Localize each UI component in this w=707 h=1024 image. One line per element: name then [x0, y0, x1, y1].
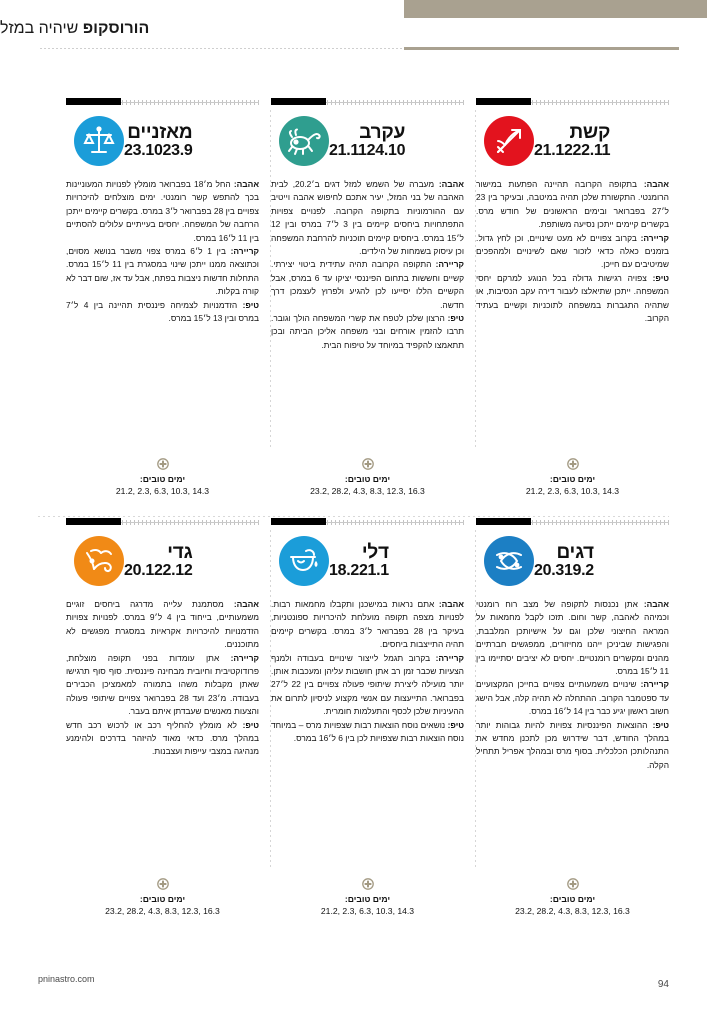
career-paragraph [66, 652, 259, 719]
love-text: אתם נראות במישכנן ותקבלו מחמאות רבות. לפנויות מצפה תקופה מועלחת להיכרויות ספונטניות, בעיקר בין 28 בפברואר ל׳3 במרס. בקשרים קיימים תהיה התייצבות ביחסים. [271, 599, 464, 650]
career-label: קריירה: [230, 652, 260, 663]
ruler-black-bar [66, 518, 121, 525]
aquarius-icon [279, 536, 329, 586]
sign-body-text [271, 178, 464, 352]
zodiac-card-capricorn [66, 516, 259, 916]
good-days-dates: 21.2, 2.3, 6.3, 10.3, 14.3 [115, 486, 210, 496]
love-paragraph [476, 598, 669, 678]
tip-paragraph [66, 719, 259, 759]
tip-paragraph [66, 299, 259, 326]
zodiac-card-pisces [476, 516, 669, 916]
good-days-block [66, 878, 259, 916]
good-days-marker-icon [567, 458, 579, 470]
sign-header [66, 114, 259, 168]
sign-name: מאזניים [127, 122, 193, 144]
page-title-rest: שיהיה במזל [0, 20, 83, 37]
tip-text: ההוצאות הפיננסיות צפויות להיות גבוהות יותר במהלך החודש, דבר שידרוש מכן לתכנן מחדש את התנהלותכן הכלכלית. בסוף מרס ובמהלך אפריל תתחיל הקלה. [476, 719, 669, 770]
sign-title-block [124, 543, 192, 579]
tip-label: טיפ: [447, 719, 464, 730]
sign-header [476, 534, 669, 588]
sign-title-block [534, 123, 610, 159]
good-days-dates: 21.2, 2.3, 6.3, 10.3, 14.3 [525, 486, 620, 496]
column-divider [270, 110, 271, 450]
good-days-block [476, 458, 669, 496]
sign-dates: 23.1023.9 [124, 141, 193, 159]
row-divider [38, 516, 669, 517]
ruler-black-bar [271, 518, 326, 525]
love-paragraph [66, 598, 259, 652]
career-text: בקרוב צפויים לא מעט שינויים, וכן לחץ גדול. בזמנים כאלה כדאי לזכור שאם לשינויים ולמהפכים שמיטיבים עם חייכן. [476, 232, 669, 270]
good-days-block [271, 458, 464, 496]
tip-label: טיפ: [447, 313, 464, 324]
love-text: מעברה של השמש למזל דגים ב׳20.2, לבית האהבה של בני המזל, יעיר אתכם לחיפוש אהבה וייטיב עם ההורמוניות בתקופה הקרובה. לפנויים צפויות התפתחויות ביחסים קיימים בין 3 ל׳7 במרס ובין 12 ל׳15 במרס. ביחסים קיימים תוכניות להרחבת המשפחה וכן עיסוק בשמחות של הילדים. [271, 179, 464, 257]
career-label: קריירה: [640, 679, 670, 690]
card-ruler [476, 516, 669, 525]
card-ruler [66, 516, 259, 525]
good-days-dates: 21.2, 2.3, 6.3, 10.3, 14.3 [320, 906, 415, 916]
sign-title-block [329, 543, 389, 579]
capricorn-icon [74, 536, 124, 586]
header-rule [404, 47, 679, 50]
column-divider [475, 530, 476, 870]
ruler-black-bar [476, 98, 531, 105]
tip-paragraph [271, 719, 464, 746]
good-days-marker-icon [157, 458, 169, 470]
zodiac-row [0, 96, 707, 516]
career-label: קריירה: [640, 232, 669, 243]
header-dotted-rule [40, 48, 402, 49]
tip-text: צפויה רגישות גדולה בכל הנוגע למרקם יחסי המשפחה. ייתכן שתיאלצו לעבור דירה עקב הנסיבות, או שתהיה התגברות במשפחה לתוכניות וקשיים בעתיד הקרוב. [476, 272, 669, 324]
zodiac-card-sagittarius [476, 96, 669, 496]
love-text: אתן נכנסות לתקופה של מצב רוח רומנטי וכמיהה לאהבה, קשר וחום. תזכו לקבל מחמאות על המראה החיצוני שלכן וגם על אישיותכן המלבבת, והפגישות שביניכן ייהנו מחיזורים, ממפגשים חברתיים מהנים ומקשרים רומנטיים. יחסים לא יציבים יסתיימו בין 11 ל׳15 במרס. [476, 599, 669, 677]
good-days-dates: 23.2, 28.2, 4.3, 8.3, 12.3, 16.3 [105, 906, 220, 916]
career-label: קריירה: [435, 652, 464, 663]
sign-title-block [329, 123, 405, 159]
love-text: מסתמנת עלייה מדרגה ביחסים זוגיים משמעותיים, בייחוד בין 4 ל׳9 במרס. לפנויות צפויות הזדמנויות להיכרויות אקראיות במסגרת מפגשים לא מתוכננים. [66, 599, 259, 650]
page-title [0, 20, 679, 38]
good-days-label: ימים טובים: [549, 894, 596, 904]
sign-body-text [476, 178, 669, 325]
tip-paragraph [271, 312, 464, 352]
zodiac-card-libra [66, 96, 259, 496]
tip-text: הרצון שלכן לטפח את קשרי המשפחה הולך וגובר. תרבו להזמין אורחים ובני משפחה אליכן הביתה ובכן תתאמצו להקפיד במיוחד על טיפוח הבית. [271, 313, 464, 350]
tip-paragraph [476, 272, 669, 326]
page-title-bold: הורוסקופ [82, 20, 150, 37]
column-divider [270, 530, 271, 870]
tip-text: הזדמנויות לצמיחה פיננסית תהיינה בין 4 ל׳7 במרס ובין 13 ל׳15 במרס. [66, 299, 259, 324]
footer-website[interactable]: pninastro.com [38, 974, 95, 984]
love-paragraph [66, 178, 259, 245]
career-paragraph [66, 245, 259, 299]
good-days-label: ימים טובים: [344, 894, 391, 904]
career-text: שינויים משמעותיים צפויים בחייכן המקצועיים עד ספטמבר הקרוב. ההתחלה לא תהיה קלה, אבל הישג חשוב ראשון יגיע כבר בין 14 ל׳16 במרס. [476, 679, 669, 717]
love-paragraph [271, 178, 464, 258]
sign-title-block [124, 123, 192, 159]
tip-paragraph [476, 719, 669, 773]
sign-name: עקרב [359, 122, 406, 144]
good-days-block [271, 878, 464, 916]
sign-dates: 20.122.12 [124, 561, 193, 579]
sign-body-text [66, 598, 259, 759]
sign-title-block [534, 543, 594, 579]
column-divider [475, 110, 476, 450]
good-days-block [66, 458, 259, 496]
good-days-block [476, 878, 669, 916]
love-label: אהבה: [438, 179, 464, 189]
good-days-marker-icon [362, 878, 374, 890]
good-days-dates: 23.2, 28.2, 4.3, 8.3, 12.3, 16.3 [515, 906, 630, 916]
career-paragraph [271, 652, 464, 719]
career-text: התקופה הקרובה תהיה עתידית ביטוי יצירתי. קשיים וחששות בתחום הפיננסי יציקו עד 6 במרס, אבל הקשיים הללו יסייעו לכן להגיע ולפרוץ לעצמכן דרך חדשה. [271, 259, 465, 310]
good-days-dates: 23.2, 28.2, 4.3, 8.3, 12.3, 16.3 [310, 486, 425, 496]
career-paragraph [476, 678, 669, 718]
ruler-black-bar [271, 98, 326, 105]
sign-body-text [271, 598, 464, 745]
sign-body-text [66, 178, 259, 325]
love-paragraph [271, 598, 464, 652]
tip-text: לא מומלץ להחליף רכב או לרכוש רכב חדש במהלך מרס. כדאי מאוד להיזהר בדרכים ולהימנע מנהיגה במצבי עייפות ועצבנות. [66, 719, 259, 757]
love-text: החל מ׳18 בפברואר מומלץ לפנויות המעוניינות בכך להתפש קשר רומנטי. ימים מוצלחים להיכרויות צפויים בין 28 בפברואר ל׳3 במרס. בקשרים קיימים ייתכן הרחבה של המשפחה. יחסים בעייתיים עלולים להסתיים בין 11 ל׳16 במרס. [66, 179, 259, 243]
good-days-label: ימים טובים: [344, 474, 391, 484]
header-accent-band [404, 0, 707, 18]
zodiac-card-scorpio [271, 96, 464, 496]
card-ruler [271, 516, 464, 525]
card-ruler [476, 96, 669, 105]
good-days-label: ימים טובים: [549, 474, 596, 484]
tip-text: נושאים נוסח הוצאות רבות שצפויות מרס – במיוחד נוסח הוצאות רבות שצפויות לכן בין 6 ל׳16 במרס. [271, 719, 464, 744]
good-days-marker-icon [362, 458, 374, 470]
tip-label: טיפ: [652, 272, 669, 283]
tip-label: טיפ: [652, 719, 669, 730]
good-days-marker-icon [567, 878, 579, 890]
love-label: אהבה: [233, 599, 259, 609]
sign-name: גדי [167, 542, 193, 564]
ruler-black-bar [66, 98, 121, 105]
love-label: אהבה: [643, 599, 669, 609]
sign-header [271, 114, 464, 168]
good-days-marker-icon [157, 878, 169, 890]
sign-header [66, 534, 259, 588]
career-paragraph [271, 258, 464, 312]
good-days-label: ימים טובים: [139, 894, 186, 904]
sign-dates: 20.319.2 [534, 561, 594, 579]
love-label: אהבה: [233, 179, 260, 189]
pisces-icon [484, 536, 534, 586]
career-label: קריירה: [435, 259, 465, 270]
good-days-label: ימים טובים: [139, 474, 186, 484]
page-number: 94 [657, 979, 669, 990]
card-ruler [66, 96, 259, 105]
sign-dates: 18.221.1 [329, 561, 389, 579]
sagittarius-icon [484, 116, 534, 166]
tip-label: טיפ: [242, 299, 260, 310]
libra-icon [74, 116, 124, 166]
career-text: בקרוב תגמל לייצור שינויים בעבודה ולמנף הצעיות שכבר זמן רב אתן חושבות עליהן ומעכבות אותן. יותר מועילה ליצירת שיתופי פעולה צפויים בין 22 ל׳27 בפברואר. התייעצות עם אנשי מקצוע לניסיון לתרום את ההעיניות שלכן לכסף והתעלמות חומרית. [271, 652, 464, 717]
card-ruler [271, 96, 464, 105]
zodiac-card-aquarius [271, 516, 464, 916]
career-text: בין 1 ל׳6 במרס צפוי משבר בנושא מסוים, וכתוצאה ממנו ייתכן שינוי במסגרת בין 11 ל׳15 במרס. התחלות חדשות ניצבות בפתח, אבל עד אז, שום דבר לא קורה בקלות. [66, 246, 259, 297]
scorpio-icon [279, 116, 329, 166]
career-label: קריירה: [230, 246, 259, 257]
sign-name: דגים [556, 542, 594, 564]
love-label: אהבה: [438, 599, 465, 609]
sign-body-text [476, 598, 669, 772]
sign-dates: 21.1222.11 [534, 141, 611, 159]
sign-name: קשת [569, 122, 611, 144]
career-paragraph [476, 232, 669, 272]
love-label: אהבה: [643, 179, 669, 189]
sign-header [476, 114, 669, 168]
sign-header [271, 534, 464, 588]
career-text: אתן עומדות בפני תקופה מוצלחת, פרודוקטיבית וחיובית מבחינה פיננסית. סוף סוף תרגישו שאתן מקבלות משהו בתמורה למאמציכן הכבירים בעבודה. מ׳23 ועד 28 בפברואר צפויים שיתופי פעולה והצעות מאנשים שעבדתן איתם בעבר. [66, 652, 259, 717]
sign-name: דלי [361, 542, 389, 564]
ruler-black-bar [476, 518, 531, 525]
love-paragraph [476, 178, 669, 232]
love-text: בתקופה הקרובה תהיינה הפתעות במישור הרומנטי. התקשורת שלכן תהיה במיטבה, ובעיקר בין 23 ל׳27 בפברואר ובימים הראשונים של חודש מרס. בקשרים קיימים ייתכן נסיעה משותפת. [476, 179, 669, 230]
zodiac-row [0, 516, 707, 936]
tip-label: טיפ: [242, 719, 259, 730]
sign-dates: 21.1124.10 [329, 141, 406, 159]
